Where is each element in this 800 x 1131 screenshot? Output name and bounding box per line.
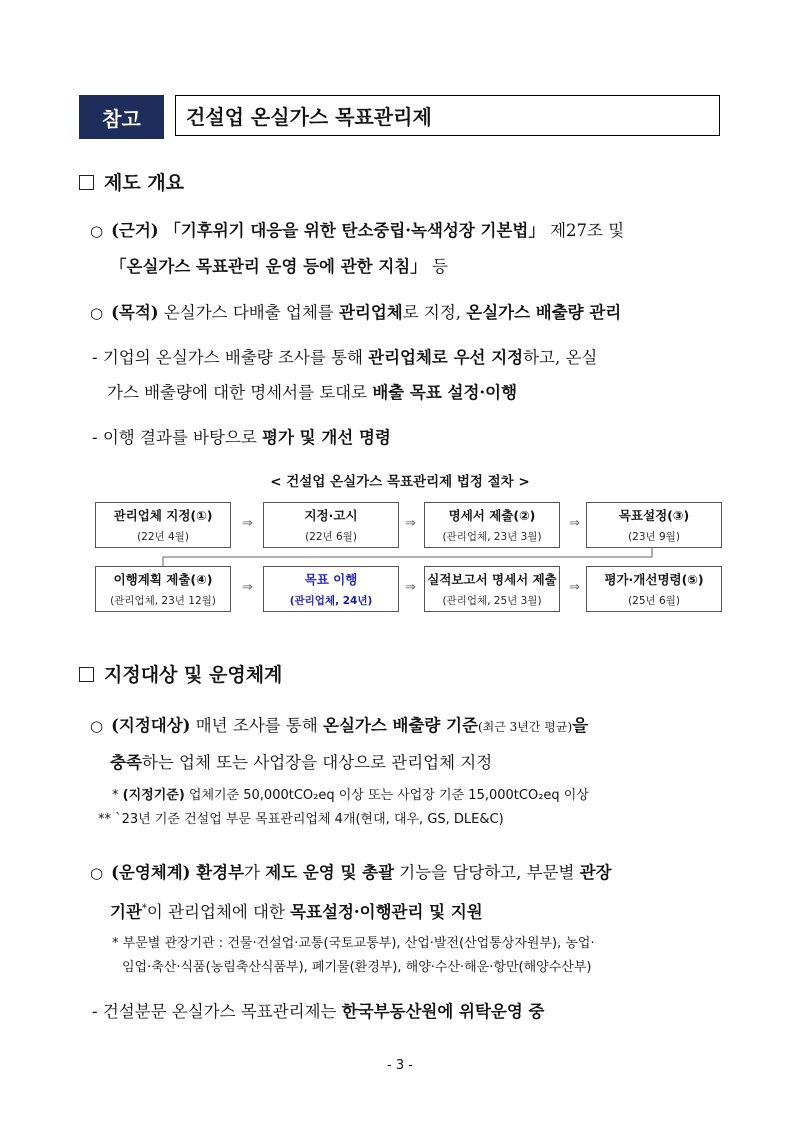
step-date: (관리업체, 23년 3월): [442, 531, 542, 543]
target-bold-standard: 온실가스 배출량 기준: [323, 716, 478, 735]
note-mark: **: [98, 812, 111, 827]
dash1-bold-2: 배출 목표 설정·이행: [372, 383, 518, 402]
note-mark: *: [112, 936, 119, 951]
target-paragraph: [90, 708, 730, 780]
process-step-designation: [95, 502, 231, 548]
note-text: 업체기준 50,000tCO₂eq 이상 또는 사업장 기준 15,000tCO₂eq 이상: [184, 788, 589, 803]
process-step-notice: [263, 502, 399, 548]
ops-bold-ministry: 환경부: [190, 863, 245, 882]
note-count: [98, 808, 504, 832]
section-heading-text: 지정대상 및 운영체계: [104, 664, 283, 686]
dash1-text-3: 가스 배출량에 대한 명세서를 토대로: [107, 383, 373, 402]
checkbox-square-icon: [79, 667, 94, 682]
dash-bold: 한국부동산원에 위탁운영 중: [341, 1002, 545, 1021]
step-title: 관리업체 지정(①): [113, 508, 213, 523]
note-line-2: 임업·축산·식품(농림축산식품부), 폐기물(환경부), 해양·수산·해운·항만(해양수산부): [122, 960, 592, 975]
target-bold-particle: 을: [572, 716, 589, 735]
target-text-2: 하는 업체 또는 사업장을 대상으로 관리업체 지정: [141, 753, 493, 772]
step-title: 실적보고서 명세서 제출: [427, 572, 557, 587]
purpose-label: (목적): [111, 303, 159, 322]
purpose-text: 온실가스 다배출 업체를: [158, 303, 339, 322]
ops-bold-support: 목표설정·이행관리 및 지원: [290, 902, 483, 922]
note-label: (지정기준): [122, 788, 185, 803]
process-step-target-setting: [586, 502, 722, 548]
ops-bold-role: 제도 운영 및 총괄: [265, 863, 395, 882]
target-small-note: (최근 3년간 평균): [477, 720, 573, 734]
process-title: < 건설업 온실가스 목표관리제 법정 절차 >: [270, 474, 530, 490]
ops-paragraph: [90, 855, 730, 930]
dash1-bold: 관리업체로 우선 지정: [368, 348, 524, 367]
dash2-text: 이행 결과를 바탕으로: [102, 428, 263, 447]
page-number: - 3 -: [387, 1058, 413, 1073]
process-step-implementation: [263, 566, 399, 612]
document-title: 건설업 온실가스 목표관리제: [175, 95, 720, 136]
target-text: 매년 조사를 통해: [190, 716, 324, 735]
note-mark: *: [112, 788, 119, 803]
ops-text-2: 기능을 담당하고, 부문별: [394, 863, 580, 882]
dash-icon: -: [92, 428, 103, 447]
arrow-icon: ⇒: [569, 580, 580, 595]
step-date: (25년 6월): [628, 595, 680, 607]
step-title: 지정·고시: [304, 508, 358, 523]
dash1-text-2: 하고, 온실: [523, 348, 598, 367]
basis-label: (근거): [111, 221, 159, 240]
step-date: (22년 4월): [137, 531, 189, 543]
step-date: (관리업체, 24년): [289, 595, 373, 607]
dash-paragraph-outsourcing: [92, 994, 544, 1029]
step-title: 이행계획 제출(④): [113, 572, 213, 587]
step-date: (관리업체, 23년 12월): [110, 595, 216, 607]
process-step-evaluation: [586, 566, 722, 612]
dash2-bold: 평가 및 개선 명령: [262, 428, 391, 447]
target-bold-meet: 충족: [110, 753, 142, 772]
dash-icon: -: [92, 348, 103, 367]
step-date: (23년 9월): [628, 531, 680, 543]
step-title: 평가·개선명령(⑤): [604, 572, 704, 587]
target-label: (지정대상): [111, 716, 191, 735]
arrow-icon: ⇒: [242, 516, 253, 531]
arrow-icon: ⇒: [242, 580, 253, 595]
purpose-bold-management: 온실가스 배출량 관리: [466, 303, 622, 322]
process-step-statement: [424, 502, 560, 548]
arrow-icon: ⇒: [405, 580, 416, 595]
note-criteria: [112, 784, 589, 808]
step-title: 목표 이행: [304, 572, 358, 587]
reference-tag: 참고: [79, 95, 164, 139]
section-heading-text: 제도 개요: [104, 172, 185, 194]
basis-law: 「기후위기 대응을 위한 탄소중립·녹색성장 기본법」: [158, 221, 545, 240]
arrow-icon: ⇒: [405, 516, 416, 531]
note-text: `23년 기준 건설업 부문 목표관리업체 4개(현대, 대우, GS, DLE&C): [115, 812, 504, 827]
basis-article: 제27조 및: [544, 221, 625, 240]
dash1-text: 기업의 온실가스 배출량 조사를 통해: [102, 348, 369, 367]
step-date: (22년 6월): [305, 531, 357, 543]
basis-guideline: 「온실가스 목표관리 운영 등에 관한 지침」: [110, 257, 427, 276]
step-title: 목표설정(③): [618, 508, 690, 523]
circle-bullet-icon: ○: [90, 304, 104, 322]
process-step-report: [424, 566, 560, 612]
circle-bullet-icon: ○: [90, 717, 104, 735]
note-agencies: [112, 932, 752, 980]
ops-text-3: 이 관리업체에 대한: [146, 902, 291, 922]
ops-bold-agency: 관장: [579, 863, 612, 882]
circle-bullet-icon: ○: [90, 222, 104, 240]
process-step-plan: [95, 566, 231, 612]
basis-etc: 등: [426, 257, 448, 276]
ops-label: (운영체계): [111, 863, 191, 882]
purpose-bold-entity: 관리업체: [338, 303, 403, 322]
dash-text: 건설분문 온실가스 목표관리제는: [102, 1002, 342, 1021]
arrow-icon: ⇒: [569, 516, 580, 531]
ops-bold-agency-2: 기관: [110, 902, 142, 922]
section-heading-targets: [79, 660, 282, 687]
footnote-mark: *: [141, 903, 147, 914]
step-title: 명세서 제출(②): [448, 508, 536, 523]
circle-bullet-icon: ○: [90, 864, 104, 882]
purpose-text-2: 로 지정,: [402, 303, 467, 322]
note-line-1: 부문별 관장기관 : 건물·건설업·교통(국토교통부), 산업·발전(산업통상자원부), 농업·: [122, 936, 595, 951]
ops-text: 가: [244, 863, 266, 882]
step-date: (관리업체, 25년 3월): [442, 595, 542, 607]
dash-icon: -: [92, 1002, 103, 1021]
